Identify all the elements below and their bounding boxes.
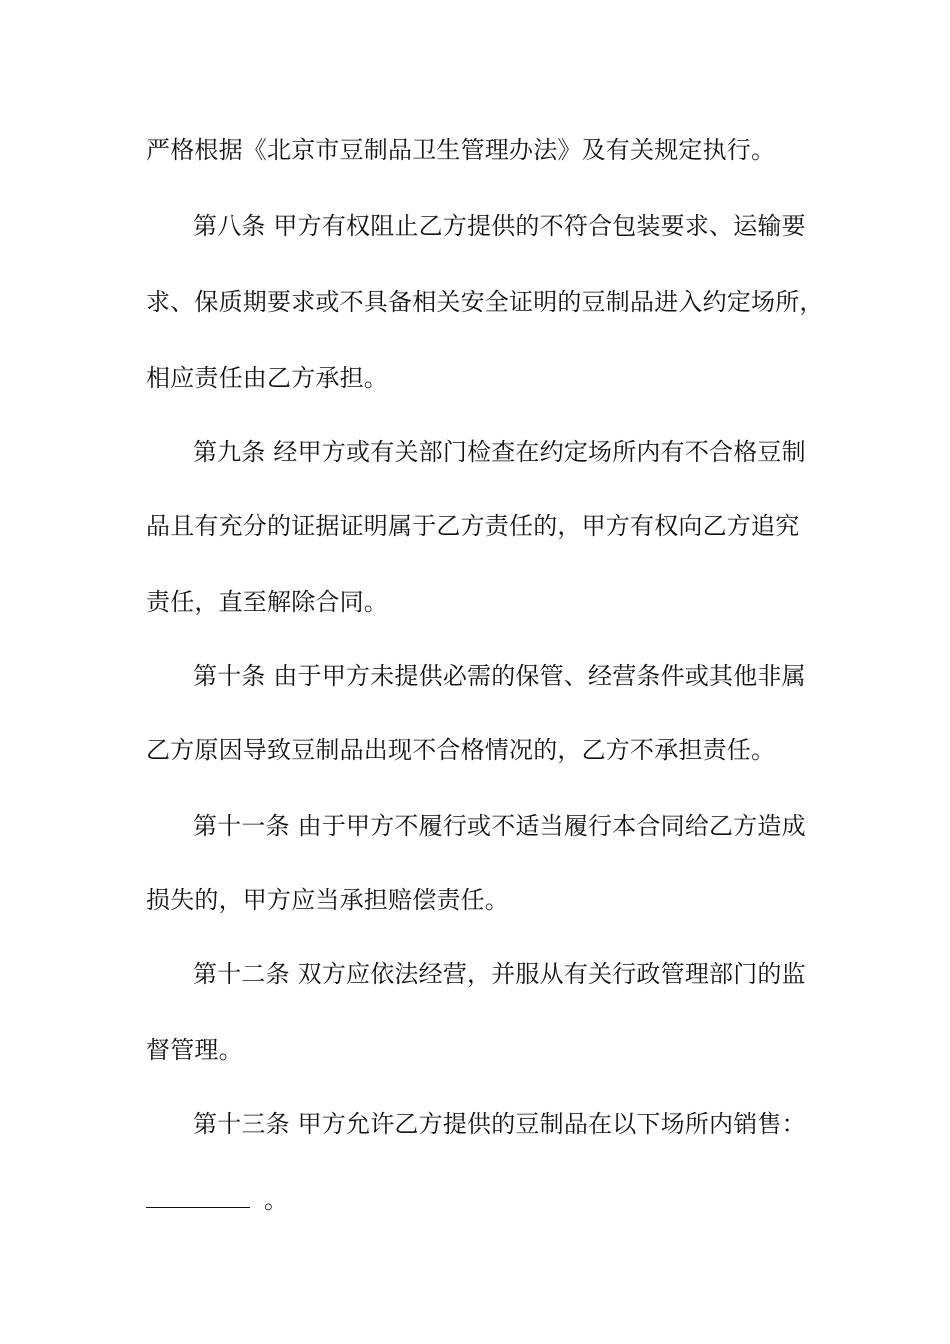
text-line: 责任，直至解除合同。 xyxy=(146,588,388,616)
text-line: 品且有充分的证据证明属于乙方责任的，甲方有权向乙方追究 xyxy=(146,512,800,540)
article-11-start: 第十一条 由于甲方不履行或不适当履行本合同给乙方造成 xyxy=(193,812,806,840)
fill-in-blank[interactable] xyxy=(146,1187,250,1208)
article-9-start: 第九条 经甲方或有关部门检查在约定场所内有不合格豆制 xyxy=(193,438,806,466)
article-8-start: 第八条 甲方有权阻止乙方提供的不符合包装要求、运输要 xyxy=(193,212,806,240)
text-line: 相应责任由乙方承担。 xyxy=(146,364,388,392)
text-line: 严格根据《北京市豆制品卫生管理办法》及有关规定执行。 xyxy=(146,136,776,164)
blank-line xyxy=(146,1184,826,1216)
text-line: 乙方原因导致豆制品出现不合格情况的，乙方不承担责任。 xyxy=(146,736,776,764)
article-12-start: 第十二条 双方应依法经营，并服从有关行政管理部门的监 xyxy=(193,960,806,988)
text-line: 求、保质期要求或不具备相关安全证明的豆制品进入约定场所， xyxy=(146,288,824,316)
period-mark: 。 xyxy=(264,1186,289,1214)
text-line: 损失的，甲方应当承担赔偿责任。 xyxy=(146,886,509,914)
article-10-start: 第十条 由于甲方未提供必需的保管、经营条件或其他非属 xyxy=(193,662,806,690)
text-line: 督管理。 xyxy=(146,1036,243,1064)
article-13-start: 第十三条 甲方允许乙方提供的豆制品在以下场所内销售： xyxy=(193,1110,806,1138)
